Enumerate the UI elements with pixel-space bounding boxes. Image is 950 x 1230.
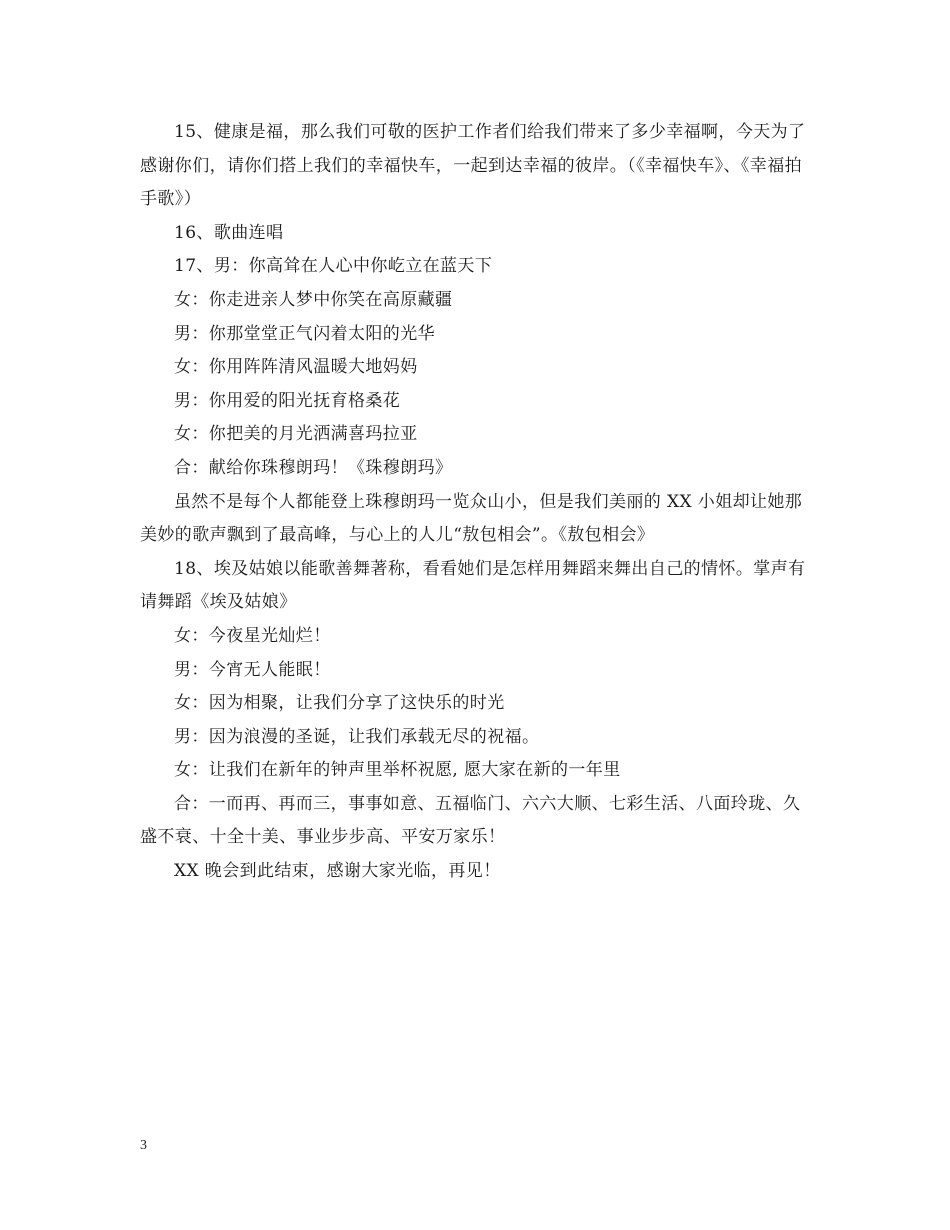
paragraph-thanks-medical: 15、健康是福，那么我们可敬的医护工作者们给我们带来了多少幸福啊，今天为了感谢你们，请你们搭上我们的幸福快车，一起到达幸福的彼岸。（《幸福快车》、《幸福拍手歌》） bbox=[140, 122, 806, 210]
paragraph-female-line-5: 女：因为相聚，让我们分享了这快乐的时光 bbox=[174, 693, 505, 714]
paragraph-female-line-3: 女：你把美的月光洒满喜玛拉亚 bbox=[174, 424, 418, 445]
page-number: 3 bbox=[140, 1138, 147, 1153]
paragraph-male-line-4: 男：今宵无人能眠！ bbox=[174, 659, 331, 680]
paragraph-male-line-5: 男：因为浪漫的圣诞，让我们承载无尽的祝福。 bbox=[174, 726, 540, 747]
paragraph-male-line-2: 男：你那堂堂正气闪着太阳的光华 bbox=[174, 323, 435, 344]
paragraph-egypt-dance: 18、埃及姑娘以能歌善舞著称，看看她们是怎样用舞蹈来舞出自己的情怀。掌声有请舞蹈《埃及姑娘》 bbox=[140, 558, 806, 613]
paragraph-male-line-3: 男：你用爱的阳光抚育格桑花 bbox=[174, 390, 401, 411]
paragraph-aobao-intro: 虽然不是每个人都能登上珠穆朗玛一览众山小，但是我们美丽的 XX 小姐却让她那美妙的歌声飘到了最高峰，与心上的人儿“敖包相会”。《敖包相会》 bbox=[140, 491, 803, 546]
paragraph-female-line-4: 女：今夜星光灿烂！ bbox=[174, 625, 331, 646]
paragraph-female-line-2: 女：你用阵阵清风温暖大地妈妈 bbox=[174, 357, 418, 378]
paragraph-together-blessing: 合：一而再、再而三，事事如意、五福临门、六六大顺、七彩生活、八面玲珑、久盛不衰、十全十美、事业步步高、平安万家乐！ bbox=[140, 793, 801, 848]
paragraph-together-line-1: 合：献给你珠穆朗玛！《珠穆朗玛》 bbox=[174, 457, 453, 478]
paragraph-male-line-1: 17、男：你高耸在人心中你屹立在蓝天下 bbox=[174, 256, 493, 277]
document-body bbox=[140, 116, 816, 889]
paragraph-female-line-6: 女：让我们在新年的钟声里举杯祝愿, 愿大家在新的一年里 bbox=[174, 760, 621, 781]
paragraph-female-line-1: 女：你走进亲人梦中你笑在高原藏疆 bbox=[174, 289, 453, 310]
paragraph-song-medley: 16、歌曲连唱 bbox=[174, 222, 284, 243]
paragraph-closing: XX 晚会到此结束，感谢大家光临，再见！ bbox=[174, 861, 501, 882]
